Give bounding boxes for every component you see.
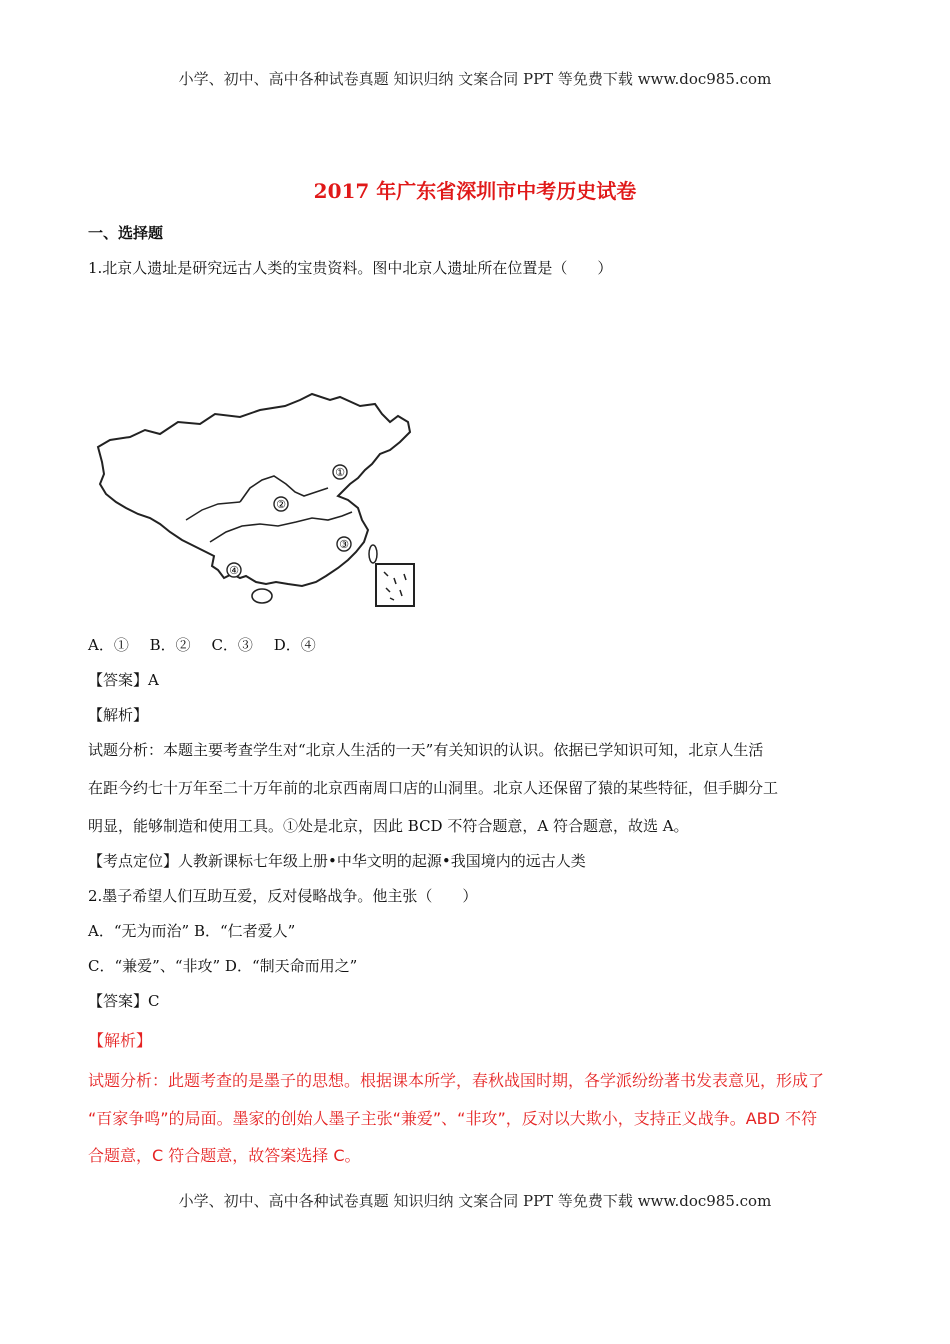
option-c: C．③ — [211, 636, 253, 654]
option-a: A．① — [88, 636, 129, 654]
section-heading: 一、选择题 — [88, 224, 164, 242]
region-line — [186, 502, 240, 520]
question-2-options-row-1: A．“无为而治” B．“仁者爱人” — [88, 922, 296, 940]
taiwan-island — [369, 545, 377, 563]
question-1-analysis-line: 试题分析：本题主要考查学生对“北京人生活的一天”有关知识的认识。依据已学知识可知，北京人生活 — [88, 741, 764, 759]
option-d: D．④ — [273, 636, 316, 654]
exam-title: 2017 年广东省深圳市中考历史试卷 — [313, 179, 637, 203]
south-sea-inset — [376, 564, 414, 606]
inset-islands — [384, 572, 406, 600]
question-1-analysis-line: 明显，能够制造和使用工具。①处是北京，因此 BCD 不符合题意，A 符合题意，故选 A。 — [88, 817, 689, 835]
question-1-answer: 【答案】A — [88, 671, 159, 689]
hainan-island — [252, 589, 272, 603]
question-2-stem: 2.墨子希望人们互助互爱，反对侵略战争。他主张（ ） — [88, 887, 478, 905]
river-yangtze — [210, 512, 352, 542]
china-map — [90, 392, 420, 614]
question-1-analysis-line: 在距今约七十万年至二十万年前的北京西南周口店的山洞里。北京人还保留了猿的某些特征，但手脚分工 — [88, 779, 779, 797]
question-1-knowledge-point: 【考点定位】人教新课标七年级上册•中华文明的起源•我国境内的远古人类 — [88, 852, 586, 870]
question-1-stem: 1.北京人遗址是研究远古人类的宝贵资料。图中北京人遗址所在位置是（ ） — [88, 259, 613, 277]
question-2-analysis-line: 试题分析：此题考查的是墨子的思想。根据课本所学，春秋战国时期，各学派纷纷著书发表意见，形成了 — [88, 1071, 825, 1090]
question-1-analysis-label: 【解析】 — [88, 706, 149, 724]
question-2-analysis-line: 合题意，C 符合题意，故答案选择 C。 — [88, 1146, 361, 1165]
marker-4-label: ④ — [229, 564, 239, 577]
question-2-analysis-label: 【解析】 — [88, 1031, 153, 1050]
page-header: 小学、初中、高中各种试卷真题 知识归纳 文案合同 PPT 等免费下载 www.doc985.com — [178, 70, 772, 88]
question-2-options-row-2: C．“兼爱”、“非攻” D．“制天命而用之” — [88, 957, 358, 975]
question-1-options — [88, 634, 332, 655]
marker-3-label: ③ — [339, 538, 349, 551]
option-b: B．② — [149, 636, 191, 654]
china-outline — [98, 394, 410, 586]
question-2-answer: 【答案】C — [88, 992, 160, 1010]
page-footer: 小学、初中、高中各种试卷真题 知识归纳 文案合同 PPT 等免费下载 www.doc985.com — [178, 1192, 772, 1210]
marker-1-label: ① — [335, 466, 345, 479]
marker-2-label: ② — [276, 498, 286, 511]
question-2-analysis-line: “百家争鸣”的局面。墨家的创始人墨子主张“兼爱”、“非攻”，反对以大欺小，支持正义战争。ABD 不符 — [88, 1109, 818, 1128]
